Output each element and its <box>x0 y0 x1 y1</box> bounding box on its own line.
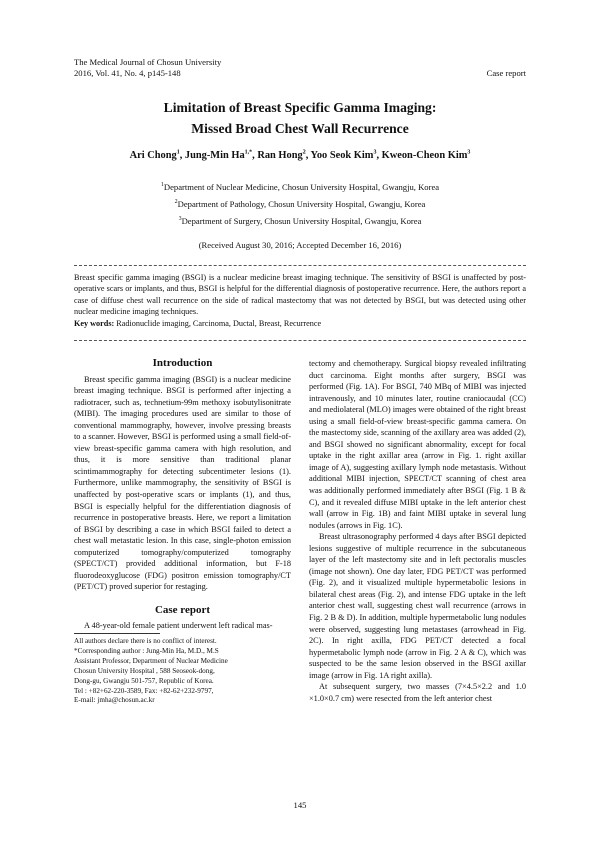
paragraph: Breast specific gamma imaging (BSGI) is a nuclear medicine breast imaging technique. BSGI is performed after injecting a radiotracer, such as, technetium-99m methoxy isobutylisonitrate (MIBI). The imaging procedures used are similar to those of conventional mammography, however, involve pressing breasts to a scanner. However, BSGI is performed using a small field-of-view breast-specific gamma camera with high resolution, and thus, it is more sensitive than traditional planar scintimammography for detecting subcentimeter lesions (1). Furthermore, unlike mammography, the sensitivity of BSGI is unaffected by post-operative scars or implants (1), and thus, BSGI is especially helpful for the differentiation diagnosis of recurrence in postoperative breasts. Here, we report a limitation of BSGI by describing a case in which BSGI failed to detect a chest wall metastatic lesion. In this case, single-photon emission computerized tomography/computerized tomography (SPECT/CT) provided additional information, but F-18 fluorodeoxyglucose (FDG) positron emission tomography/CT (PET/CT) proved superior for restaging. <box>74 374 291 592</box>
right-column <box>309 358 526 704</box>
title-line-2: Missed Broad Chest Wall Recurrence <box>191 121 409 136</box>
author-list: Ari Chong$^1$, Jung-Min $Ha^{1,*}$, Ran Hong$^2$, Yoo Seok Kim$^3$, Kweon-Cheon Kim$^3$ <box>129 149 471 161</box>
keywords: Key words: Radionuclide imaging, Carcinoma, Ductal, Breast, Recurrence <box>74 318 322 328</box>
affiliation: $^2$Department of Pathology, Chosun University Hospital, Gwangju, Korea <box>174 199 426 209</box>
author: Yoo Seok Kim$^3$ <box>310 149 377 161</box>
paragraph: At subsequent surgery, two masses (7×4.5×2.2 and 1.0 ×1.0×0.7 cm) were resected from the left anterior chest <box>309 682 526 703</box>
received-dates: (Received August 30, 2016; Accepted December 16, 2016) <box>198 240 402 250</box>
contact-phone: Tel : +82+62-220-3589, Fax: +82-62+232-9797, <box>74 686 214 695</box>
author: Kweon-Cheon Kim$^3$ <box>381 149 471 161</box>
corresponding-author: *Corresponding author : Jung-Min Ha, M.D., M.S <box>74 646 219 655</box>
paragraph: A 48-year-old female patient underwent left radical mas- <box>84 621 273 631</box>
author-position: Assistant Professor, Department of Nuclear Medicine <box>74 656 228 665</box>
article-title <box>0 97 600 139</box>
author: Ari Chong$^1$ <box>129 149 180 161</box>
keywords-label: Key words: <box>74 318 115 328</box>
conflict-statement: All authors declare there is no conflict of interest. <box>74 637 217 645</box>
contact-email[interactable]: E-mail: jmha@chosun.ac.kr <box>74 696 155 705</box>
title-line-1: Limitation of Breast Specific Gamma Imaging: <box>163 100 437 115</box>
citation-info: 2016, Vol. 41, No. 4, p145-148 <box>74 68 181 78</box>
footnote-rule <box>74 633 160 634</box>
author-address: Chosun University Hospital , 588 Seoseok-dong, <box>74 666 215 675</box>
article-type: Case report <box>486 68 526 78</box>
abstract-text: Breast specific gamma imaging (BSGI) is a nuclear medicine breast imaging technique. The sensitivity of BSGI is unaffected by post-operative scars or implants, and thus, BSGI is helpful for the differential diagnosis of postoperative recurrence. Here, the authors report a case of diffuse chest wall recurrence on the side of radical mastectomy that was not detected by BSGI, but was detected using other nuclear medicine imaging techniques. <box>74 273 526 317</box>
section-heading-case-report: Case report <box>154 603 211 616</box>
author: Ran Hong$^2$ <box>257 149 306 161</box>
left-column <box>74 358 291 632</box>
author-address: Dong-gu, Gwangju 501-757, Republic of Korea. <box>74 676 214 685</box>
page-number: 145 <box>293 800 307 810</box>
divider <box>74 340 526 341</box>
section-heading-introduction: Introduction <box>152 357 213 369</box>
affiliation: $^3$Department of Surgery, Chosun University Hospital, Gwangju, Korea <box>178 216 422 226</box>
divider <box>74 265 526 266</box>
author: Jung-Min $Ha^{1,*}$ <box>184 149 253 161</box>
abstract <box>74 272 526 329</box>
journal-name: The Medical Journal of Chosun University <box>74 57 222 67</box>
affiliation: $^1$Department of Nuclear Medicine, Chosun University Hospital, Gwangju, Korea <box>160 182 440 192</box>
footnote <box>74 637 291 706</box>
paragraph: tectomy and chemotherapy. Surgical biopsy revealed infiltrating duct carcinoma. Eight months after surgery, BSGI was performed (Fig. 1A). For BSGI, 740 MBq of MIBI was injected intravenously, and 10 minutes later, routine craniocaudal (CC) and mediolateral (MLO) images were obtained of the right breast using a small field-of-view breast-specific gamma camera. On the mastectomy side, scanning of the axillary area was added (2), and BSGI showed no significant abnormality, except for focal uptake in the right axillar area (arrow in Fig. 1. right axillar image of A), suggesting axillary lymph node metastasis. Without additional MIBI injection, SPECT/CT scanning of chest area was additionally performed immediately after BSGI (Fig. 1 B & C), and it revealed diffuse MIBI uptake in the left anterior chest wall (arrow in Fig. 1B) and faint MIBI uptake in several lung nodules (arrows in Fig. 1C). <box>309 359 526 530</box>
paragraph: Breast ultrasonography performed 4 days after BSGI depicted lesions suggestive of multiple recurrence in the subcutaneous layer of the left mastectomy site and in left pectoralis muscles (image not shown). One day later, FDG PET/CT was performed (Fig. 2), and it visualized multiple hypermetabolic lesions in bilateral chest areas (Fig. 2), and intense FDG uptake in the left anterior chest wall, suggesting chest wall recurrence (arrows in Fig. 2 B & D). In addition, multiple hypermetabolic lung nodules were observed, suggesting lung metastases (arrowhead in Fig. 2C). In right axilla, FDG PET/CT detected a focal hypermetabolic lymph node (arrow in Fig. 2 A & C), which was suspected to be the same lesion observed in the BSGI axillar image (arrow in Fig. 1A right axilla). <box>309 532 526 680</box>
